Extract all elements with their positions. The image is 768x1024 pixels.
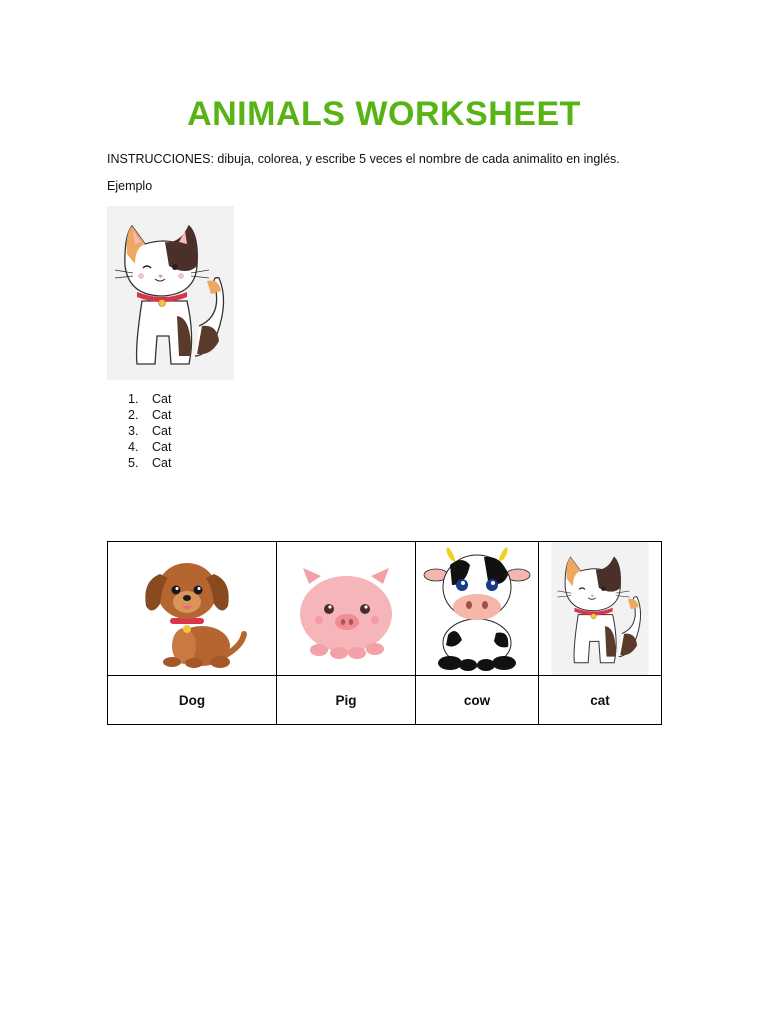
list-number: 5. bbox=[128, 456, 139, 470]
list-item bbox=[128, 423, 171, 439]
dog-image-cell bbox=[108, 542, 277, 676]
example-list bbox=[128, 391, 171, 471]
list-item bbox=[128, 455, 171, 471]
cat-image bbox=[551, 542, 649, 675]
list-item bbox=[128, 391, 171, 407]
pig-image bbox=[289, 554, 404, 664]
dog-image bbox=[132, 546, 252, 671]
example-label: Ejemplo bbox=[107, 179, 153, 193]
list-number: 2. bbox=[128, 408, 139, 422]
instructions-text: INSTRUCCIONES: dibuja, colorea, y escribe 5 veces el nombre de cada animalito en inglés. bbox=[107, 152, 620, 166]
list-item bbox=[128, 407, 171, 423]
pig-image-cell bbox=[277, 542, 416, 676]
cat-image-cell bbox=[539, 542, 662, 676]
pig-label: Pig bbox=[277, 676, 416, 725]
list-text: Cat bbox=[152, 440, 172, 454]
list-number: 1. bbox=[128, 392, 139, 406]
label-row bbox=[108, 676, 662, 725]
cow-label: cow bbox=[416, 676, 539, 725]
list-number: 3. bbox=[128, 424, 139, 438]
list-text: Cat bbox=[152, 424, 172, 438]
list-text: Cat bbox=[152, 408, 172, 422]
image-row bbox=[108, 542, 662, 676]
animals-table bbox=[107, 541, 662, 725]
cat-label: cat bbox=[539, 676, 662, 725]
dog-label: Dog bbox=[108, 676, 277, 725]
list-text: Cat bbox=[152, 456, 172, 470]
cow-image-cell bbox=[416, 542, 539, 676]
worksheet-title: ANIMALS WORKSHEET bbox=[187, 95, 581, 133]
list-item bbox=[128, 439, 171, 455]
list-number: 4. bbox=[128, 440, 139, 454]
cow-image bbox=[422, 545, 532, 673]
list-text: Cat bbox=[152, 392, 172, 406]
example-cat-image bbox=[107, 206, 234, 380]
